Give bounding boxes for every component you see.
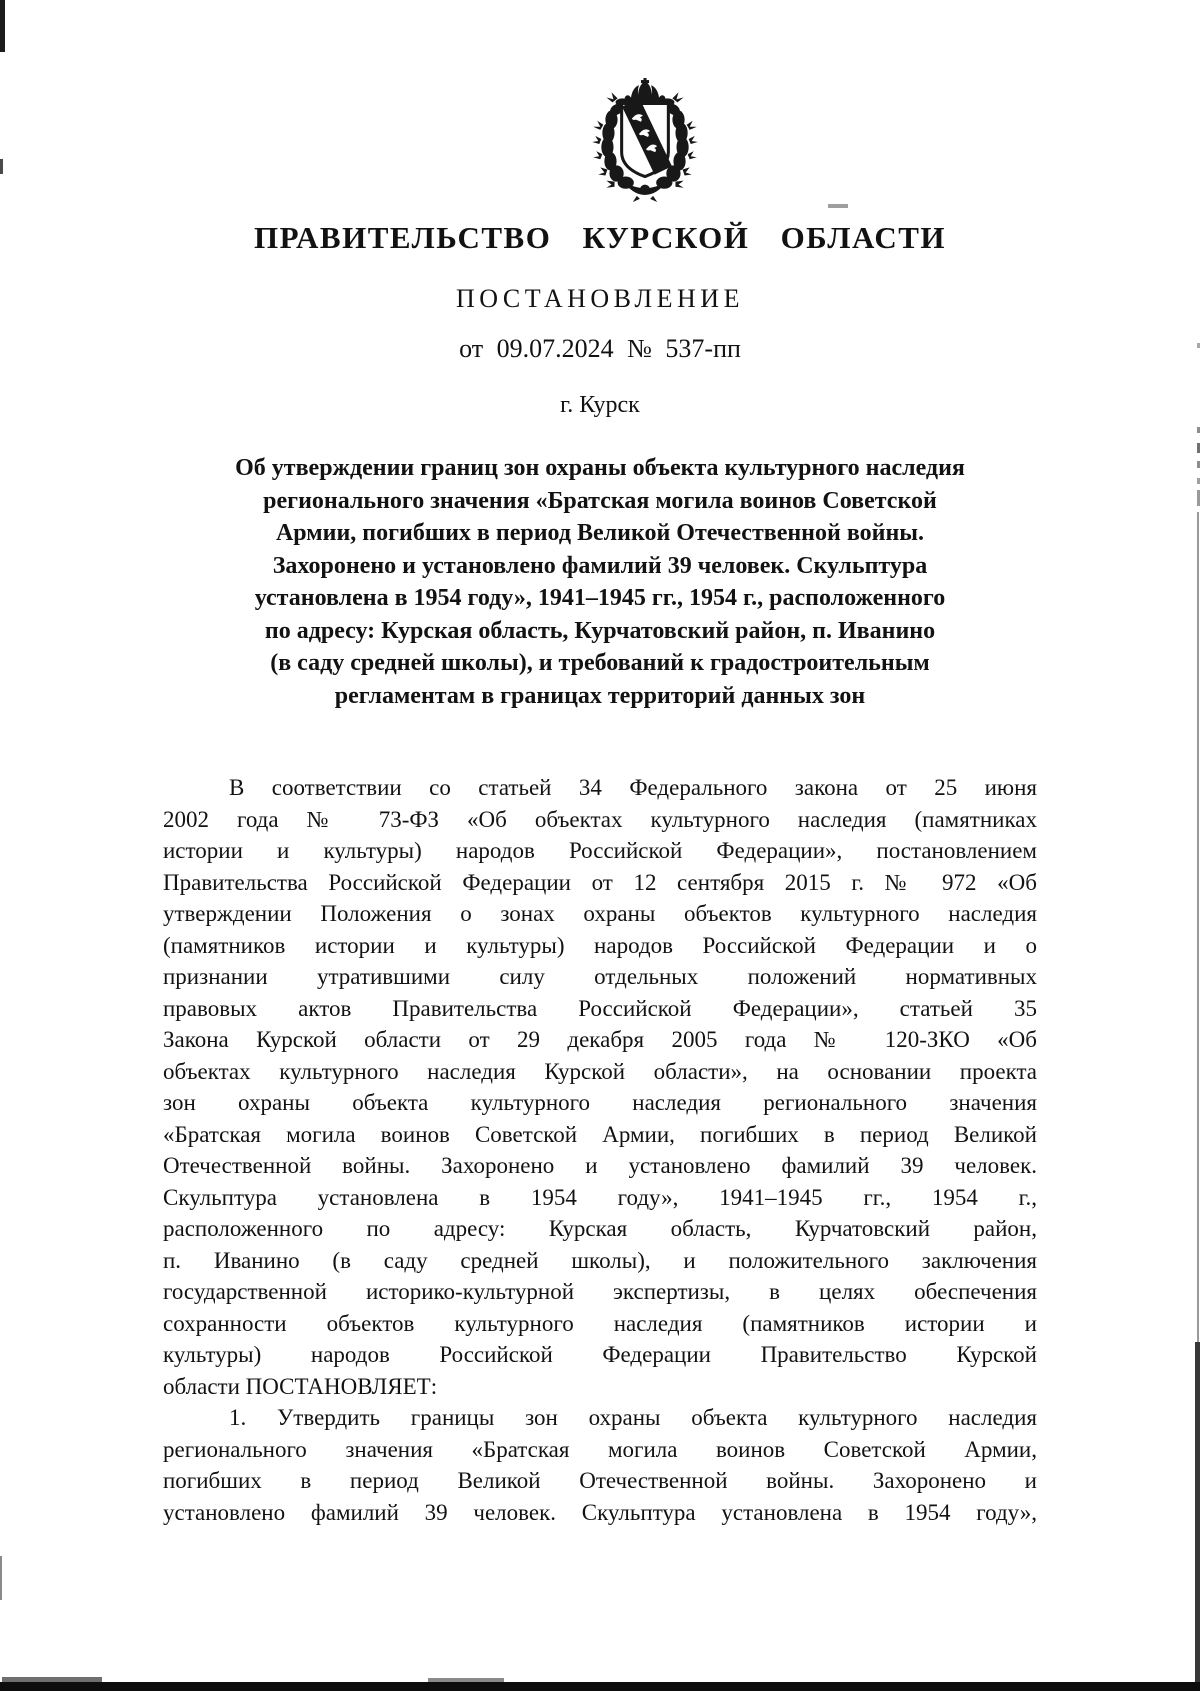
body-line: В соответствии со статьей 34 Федерального закона от 25 июня [229, 775, 1037, 800]
scan-artifact-left-gray [0, 1556, 2, 1600]
body-line: правовых актов Правительства Российской Федерации», статьей 35 [163, 995, 1037, 1021]
body-line: признании утратившими силу отдельных положений нормативных [163, 964, 1037, 989]
body-line: зон охраны объекта культурного наследия регионального значения [163, 1090, 1037, 1115]
body-line: сохранности объектов культурного наследия (памятников истории и [163, 1310, 1037, 1336]
body-line: 2002 года № 73-ФЗ «Об объектах культурного наследия (памятниках [163, 806, 1037, 832]
scan-artifact-right-line [1197, 512, 1199, 1342]
scan-artifact-bottom-dash [428, 1678, 504, 1682]
scan-artifact-top-smudge [828, 204, 848, 208]
body-line: «Братская могила воинов Советской Армии, погибших в период Великой [163, 1121, 1037, 1147]
body-line: области ПОСТАНОВЛЯЕТ: [163, 1373, 438, 1399]
body-line: объектах культурного наследия Курской области», на основании проекта [163, 1058, 1037, 1084]
body-line: п. Иванино (в саду средней школы), и положительного заключения [163, 1247, 1037, 1273]
body-line: установлено фамилий 39 человек. Скульптура установлена в 1954 году», [163, 1499, 1037, 1525]
subject-line: Захоронено и установлено фамилий 39 человек. Скульптура [272, 552, 928, 579]
subject-heading [180, 452, 1020, 712]
body-line: утверждении Положения о зонах охраны объектов культурного наследия [163, 901, 1037, 926]
body-line: культуры) народов Российской Федерации Правительство Курской [163, 1342, 1037, 1367]
place-line: г. Курск [560, 392, 640, 418]
document-type: ПОСТАНОВЛЕНИЕ [456, 284, 744, 313]
body-line: погибших в период Великой Отечественной войны. Захоронено и [163, 1468, 1037, 1493]
scan-artifact-right-line-dark [1195, 1342, 1200, 1691]
body-line: Закона Курской области от 29 декабря 2005 года № 120-ЗКО «Об [163, 1027, 1037, 1052]
document-body [163, 772, 1037, 1528]
date-number-line: от 09.07.2024 № 537-пп [459, 334, 741, 363]
body-line: государственной историко-культурной экспертизы, в целях обеспечения [163, 1279, 1037, 1304]
body-line: Правительства Российской Федерации от 12 сентября 2015 г. № 972 «Об [163, 869, 1037, 895]
body-line: расположенного по адресу: Курская область, Курчатовский район, [163, 1216, 1037, 1241]
scan-artifact-bottom-dash [2, 1677, 102, 1682]
body-line: 1. Утвердить границы зон охраны объекта культурного наследия [229, 1405, 1037, 1430]
subject-line: Об утверждении границ зон охраны объекта культурного наследия [235, 455, 965, 481]
subject-line: установлена в 1954 году», 1941–1945 гг., 1954 г., расположенного [254, 585, 946, 611]
body-line: истории и культуры) народов Российской Федерации», постановлением [163, 838, 1037, 863]
subject-line: по адресу: Курская область, Курчатовский район, п. Иванино [264, 617, 936, 644]
scan-artifact-left-bar [0, 0, 5, 52]
subject-line: регионального значения «Братская могила воинов Советской [263, 487, 937, 514]
body-line: (памятников истории и культуры) народов Российской Федерации и о [163, 932, 1037, 958]
subject-line: (в саду средней школы), и требований к градостроительным [270, 650, 930, 676]
body-line: Скульптура установлена в 1954 году», 1941–1945 гг., 1954 г., [163, 1184, 1037, 1210]
org-name: ПРАВИТЕЛЬСТВО КУРСКОЙ ОБЛАСТИ [253, 220, 947, 255]
scan-artifact-bottom-bar [0, 1682, 1200, 1691]
subject-line: Армии, погибших в период Великой Отечественной войны. [275, 520, 925, 546]
subject-line: регламентам в границах территорий данных зон [334, 682, 866, 709]
body-line: Отечественной войны. Захоронено и установлено фамилий 39 человек. [163, 1153, 1037, 1178]
body-line: регионального значения «Братская могила воинов Советской Армии, [163, 1436, 1037, 1462]
kursk-coat-of-arms-icon [581, 76, 709, 206]
scan-artifact-left-tick [0, 159, 3, 174]
